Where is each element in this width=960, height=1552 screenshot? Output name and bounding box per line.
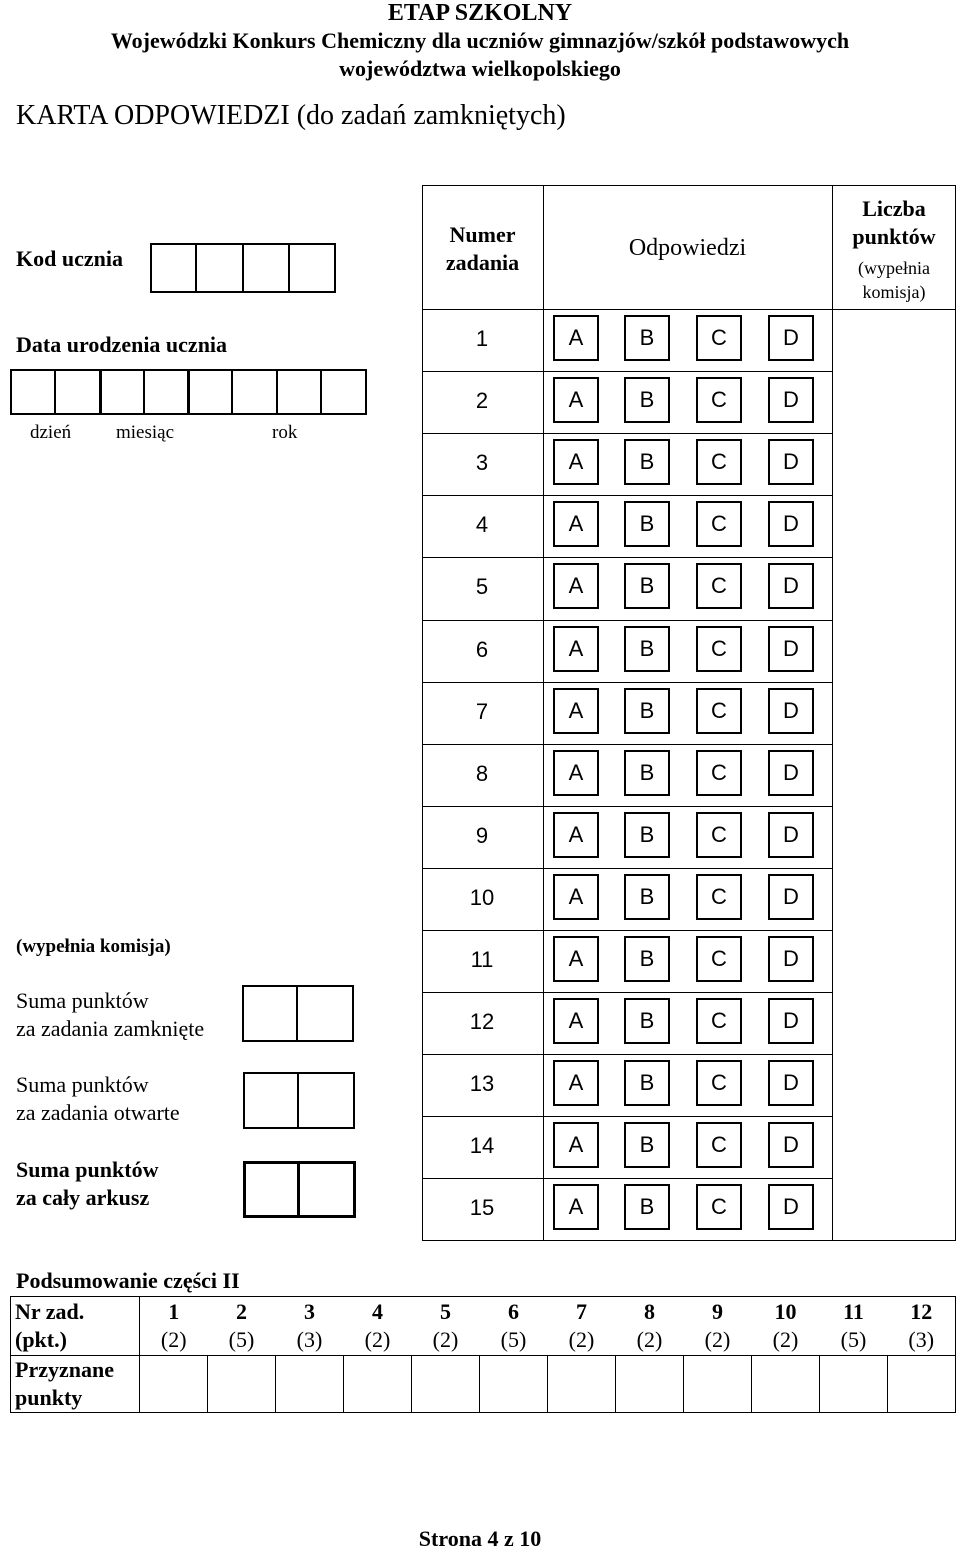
question-number: 3 xyxy=(475,450,489,475)
answer-option-b[interactable]: B xyxy=(624,750,670,796)
points-field[interactable] xyxy=(833,371,955,433)
answer-option-d[interactable]: D xyxy=(768,874,814,920)
summary-task-number: 1 xyxy=(168,1299,180,1324)
question-number: 11 xyxy=(470,947,494,972)
summary-title: Podsumowanie części II xyxy=(16,1268,240,1293)
answer-option-a[interactable]: A xyxy=(553,626,599,672)
summary-task-cell xyxy=(616,1297,684,1356)
question-number: 14 xyxy=(469,1133,495,1158)
summary-task-points: (2) xyxy=(636,1327,663,1352)
answer-option-c[interactable]: C xyxy=(696,563,742,609)
question-number: 2 xyxy=(475,388,489,413)
summary-task-number: 8 xyxy=(644,1299,655,1324)
points-cell[interactable] xyxy=(684,1356,752,1413)
summary-task-cell xyxy=(820,1297,888,1356)
birth-date-label: Data urodzenia ucznia xyxy=(16,332,228,357)
points-field[interactable] xyxy=(833,806,955,868)
summary-task-points: (2) xyxy=(160,1327,187,1352)
question-number: 9 xyxy=(475,823,489,848)
answer-option-c[interactable]: C xyxy=(696,936,742,982)
answer-option-c[interactable]: C xyxy=(696,501,742,547)
answer-option-a[interactable]: A xyxy=(553,1184,599,1230)
contest-name: Wojewódzki Konkurs Chemiczny dla uczniów gimnazjów/szkół podstawowych xyxy=(110,28,850,53)
question-number: 7 xyxy=(475,699,489,724)
summary-row-points xyxy=(11,1356,956,1413)
summary-task-points: (3) xyxy=(296,1327,323,1352)
points-cell[interactable] xyxy=(208,1356,276,1413)
col-points-label-2: punktów xyxy=(852,224,936,249)
summary-task-cell xyxy=(412,1297,480,1356)
answer-option-a[interactable]: A xyxy=(553,812,599,858)
answer-option-b[interactable]: B xyxy=(624,812,670,858)
question-number: 1 xyxy=(475,326,489,351)
points-field[interactable] xyxy=(833,1116,955,1178)
summary-task-cell xyxy=(888,1297,956,1356)
answer-option-b[interactable]: B xyxy=(624,1122,670,1168)
col-points-label-4: komisja) xyxy=(862,282,926,302)
answer-option-c[interactable]: C xyxy=(696,874,742,920)
summary-task-points: (2) xyxy=(432,1327,459,1352)
month-label: miesiąc xyxy=(116,422,175,443)
summary-task-points: (2) xyxy=(772,1327,799,1352)
answer-option-c[interactable]: C xyxy=(696,377,742,423)
question-number: 4 xyxy=(475,512,489,537)
summary-task-label-1: Nr zad. xyxy=(15,1299,85,1324)
answer-option-d[interactable]: D xyxy=(768,501,814,547)
answer-option-c[interactable]: C xyxy=(696,750,742,796)
answer-option-d[interactable]: D xyxy=(768,1184,814,1230)
summary-task-number: 7 xyxy=(576,1299,587,1324)
answer-option-d[interactable]: D xyxy=(768,1060,814,1106)
points-field[interactable] xyxy=(833,1054,955,1116)
summary-points-label-2: punkty xyxy=(15,1385,83,1410)
summary-task-points: (5) xyxy=(840,1327,867,1352)
answer-option-b[interactable]: B xyxy=(624,501,670,547)
question-number: 10 xyxy=(469,885,495,910)
points-cell[interactable] xyxy=(616,1356,684,1413)
answer-option-a[interactable]: A xyxy=(553,688,599,734)
answer-option-b[interactable]: B xyxy=(624,439,670,485)
closed-score-label-2: za zadania zamknięte xyxy=(16,1016,205,1041)
summary-task-cell xyxy=(752,1297,820,1356)
summary-task-cell xyxy=(344,1297,412,1356)
answer-option-a[interactable]: A xyxy=(553,439,599,485)
summary-task-points: (3) xyxy=(908,1327,935,1352)
points-cell[interactable] xyxy=(276,1356,344,1413)
year-label: rok xyxy=(272,422,298,443)
answer-option-a[interactable]: A xyxy=(553,936,599,982)
points-field[interactable] xyxy=(833,495,955,557)
summary-task-number: 2 xyxy=(236,1299,247,1324)
summary-task-cell xyxy=(276,1297,344,1356)
summary-task-number: 6 xyxy=(508,1299,519,1324)
points-cell[interactable] xyxy=(140,1356,208,1413)
answer-option-c[interactable]: C xyxy=(696,315,742,361)
contest-region: województwa wielkopolskiego xyxy=(339,56,621,81)
summary-task-points: (5) xyxy=(500,1327,527,1352)
open-score-label-2: za zadania otwarte xyxy=(16,1100,180,1125)
answer-option-a[interactable]: A xyxy=(553,563,599,609)
points-cell[interactable] xyxy=(820,1356,888,1413)
answer-option-a[interactable]: A xyxy=(553,998,599,1044)
answer-option-b[interactable]: B xyxy=(624,315,670,361)
answer-option-a[interactable]: A xyxy=(553,377,599,423)
answer-option-d[interactable]: D xyxy=(768,315,814,361)
summary-task-number: 12 xyxy=(910,1299,933,1324)
summary-task-number: 11 xyxy=(843,1299,864,1324)
answer-option-a[interactable]: A xyxy=(553,750,599,796)
col-points-label-1: Liczba xyxy=(862,196,926,221)
points-cell[interactable] xyxy=(888,1356,956,1413)
summary-task-cell xyxy=(140,1297,208,1356)
answer-option-c[interactable]: C xyxy=(696,1184,742,1230)
answer-option-b[interactable]: B xyxy=(624,1060,670,1106)
answer-option-b[interactable]: B xyxy=(624,936,670,982)
question-number: 13 xyxy=(469,1071,495,1096)
answer-option-d[interactable]: D xyxy=(768,1122,814,1168)
answer-option-c[interactable]: C xyxy=(696,688,742,734)
answer-option-c[interactable]: C xyxy=(696,1122,742,1168)
total-score-label-2: za cały arkusz xyxy=(16,1185,150,1210)
points-field[interactable] xyxy=(833,309,955,371)
summary-task-cell xyxy=(480,1297,548,1356)
summary-task-points: (5) xyxy=(228,1327,255,1352)
summary-task-points: (2) xyxy=(364,1327,391,1352)
answer-option-b[interactable]: B xyxy=(624,377,670,423)
answer-option-d[interactable]: D xyxy=(768,377,814,423)
answer-option-d[interactable]: D xyxy=(768,626,814,672)
summary-points-label-1: Przyznane xyxy=(15,1357,114,1382)
student-code-label: Kod ucznia xyxy=(16,246,123,271)
summary-task-number: 10 xyxy=(774,1299,797,1324)
summary-task-cell xyxy=(208,1297,276,1356)
points-field[interactable] xyxy=(833,682,955,744)
summary-task-number: 4 xyxy=(372,1299,383,1324)
answer-option-b[interactable]: B xyxy=(624,1184,670,1230)
summary-task-points: (2) xyxy=(568,1327,595,1352)
page-number: Strona 4 z 10 xyxy=(418,1526,542,1551)
answer-option-c[interactable]: C xyxy=(696,998,742,1044)
answer-option-a[interactable]: A xyxy=(553,1060,599,1106)
contest-stage: ETAP SZKOLNY xyxy=(387,0,573,26)
answer-option-a[interactable]: A xyxy=(553,501,599,547)
points-field[interactable] xyxy=(833,744,955,806)
answer-option-d[interactable]: D xyxy=(768,812,814,858)
points-field[interactable] xyxy=(833,1178,955,1240)
points-field[interactable] xyxy=(833,433,955,495)
answer-option-c[interactable]: C xyxy=(696,439,742,485)
answer-option-c[interactable]: C xyxy=(696,812,742,858)
day-label: dzień xyxy=(30,422,72,443)
summary-task-number: 5 xyxy=(440,1299,451,1324)
answer-option-a[interactable]: A xyxy=(553,874,599,920)
points-field[interactable] xyxy=(833,868,955,930)
question-number: 5 xyxy=(475,574,489,599)
summary-task-points: (2) xyxy=(704,1327,731,1352)
summary-table xyxy=(10,1296,956,1413)
answer-option-b[interactable]: B xyxy=(624,874,670,920)
question-number: 6 xyxy=(475,637,489,662)
col-number-label-2: zadania xyxy=(445,250,520,275)
question-number: 15 xyxy=(469,1195,495,1220)
points-cell[interactable] xyxy=(344,1356,412,1413)
card-title: KARTA ODPOWIEDZI (do zadań zamkniętych) xyxy=(16,100,566,131)
question-number: 8 xyxy=(475,761,489,786)
answer-option-d[interactable]: D xyxy=(768,439,814,485)
answer-option-c[interactable]: C xyxy=(696,626,742,672)
answer-option-a[interactable]: A xyxy=(553,1122,599,1168)
points-field[interactable] xyxy=(833,557,955,619)
summary-task-number: 9 xyxy=(712,1299,723,1324)
answer-option-b[interactable]: B xyxy=(624,626,670,672)
summary-task-cell xyxy=(684,1297,752,1356)
answer-option-b[interactable]: B xyxy=(624,998,670,1044)
points-cell[interactable] xyxy=(480,1356,548,1413)
answer-option-d[interactable]: D xyxy=(768,998,814,1044)
summary-task-cell xyxy=(548,1297,616,1356)
answer-option-d[interactable]: D xyxy=(768,688,814,734)
points-field[interactable] xyxy=(833,620,955,682)
col-points-label-3: (wypełnia xyxy=(858,258,930,278)
summary-task-label-2: (pkt.) xyxy=(15,1327,67,1352)
answer-option-d[interactable]: D xyxy=(768,563,814,609)
committee-note: (wypełnia komisja) xyxy=(16,936,171,957)
col-number-label-1: Numer xyxy=(449,222,516,247)
open-score-label-1: Suma punktów xyxy=(16,1072,149,1097)
points-cell[interactable] xyxy=(752,1356,820,1413)
summary-task-number: 3 xyxy=(304,1299,315,1324)
points-cell[interactable] xyxy=(548,1356,616,1413)
answer-option-a[interactable]: A xyxy=(553,315,599,361)
question-number: 12 xyxy=(469,1009,495,1034)
col-answers-label: Odpowiedzi xyxy=(628,235,747,261)
answer-option-b[interactable]: B xyxy=(624,688,670,734)
points-field[interactable] xyxy=(833,930,955,992)
total-score-label-1: Suma punktów xyxy=(16,1157,159,1182)
answer-option-d[interactable]: D xyxy=(768,750,814,796)
answer-option-d[interactable]: D xyxy=(768,936,814,982)
closed-score-label-1: Suma punktów xyxy=(16,988,149,1013)
answer-option-c[interactable]: C xyxy=(696,1060,742,1106)
answer-option-b[interactable]: B xyxy=(624,563,670,609)
summary-row-tasks xyxy=(11,1297,956,1356)
points-cell[interactable] xyxy=(412,1356,480,1413)
points-field[interactable] xyxy=(833,992,955,1054)
